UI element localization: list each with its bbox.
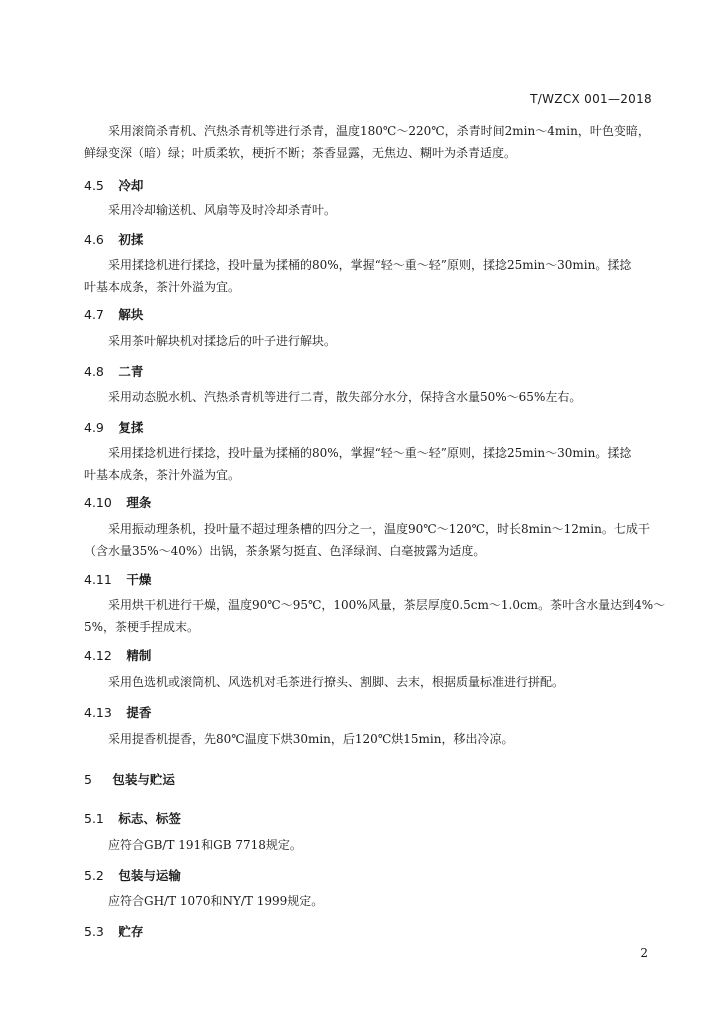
section-number: 4.12 bbox=[84, 648, 112, 663]
heading-4-5 bbox=[84, 176, 143, 194]
section-number: 4.8 bbox=[84, 364, 104, 379]
heading-4-7 bbox=[84, 305, 143, 323]
text-line: 采用动态脱水机、汽热杀青机等进行二青，散失部分水分，保持含水量50%～65%左右。 bbox=[108, 390, 582, 404]
heading-4-12 bbox=[84, 646, 151, 664]
heading-4-8 bbox=[84, 362, 143, 380]
paragraph-4-7 bbox=[84, 330, 660, 352]
section-title: 提香 bbox=[126, 705, 152, 720]
paragraph-5-1 bbox=[84, 834, 660, 856]
heading-4-9 bbox=[84, 418, 143, 436]
page-number: 2 bbox=[640, 946, 648, 960]
section-title: 包装与运输 bbox=[118, 868, 181, 883]
heading-5 bbox=[84, 770, 175, 788]
heading-4-10 bbox=[84, 493, 151, 511]
section-title: 冷却 bbox=[118, 178, 144, 193]
paragraph-4-5 bbox=[84, 199, 660, 221]
text-line: 采用提香机提香，先80℃温度下烘30min，后120℃烘15min，移出冷凉。 bbox=[108, 732, 514, 746]
paragraph-4-8 bbox=[84, 386, 660, 408]
text-line: 鲜绿变深（暗）绿；叶质柔软，梗折不断；茶香显露，无焦边、糊叶为杀青适度。 bbox=[84, 146, 517, 160]
text-line: 采用振动理条机，投叶量不超过理条槽的四分之一，温度90℃～120℃，时长8min～12min。七成干 bbox=[108, 522, 650, 536]
heading-4-6 bbox=[84, 230, 143, 248]
section-title: 复揉 bbox=[118, 420, 144, 435]
paragraph-4-10 bbox=[84, 518, 660, 562]
heading-4-13 bbox=[84, 703, 151, 721]
text-line: 5%，茶梗手捏成末。 bbox=[84, 620, 200, 634]
section-number: 4.13 bbox=[84, 705, 112, 720]
section-number: 5 bbox=[84, 772, 92, 787]
section-number: 4.5 bbox=[84, 178, 104, 193]
paragraph-4-6 bbox=[84, 254, 660, 298]
heading-5-2 bbox=[84, 866, 181, 884]
section-number: 4.11 bbox=[84, 572, 112, 587]
heading-5-3 bbox=[84, 922, 143, 940]
section-title: 解块 bbox=[118, 307, 144, 322]
paragraph-4-13 bbox=[84, 728, 660, 750]
paragraph-4-11 bbox=[84, 594, 666, 638]
text-line: 采用滚筒杀青机、汽热杀青机等进行杀青，温度180℃～220℃，杀青时间2min～4min，叶色变暗， bbox=[108, 124, 650, 138]
section-title: 初揉 bbox=[118, 232, 144, 247]
text-line: 采用揉捻机进行揉捻，投叶量为揉桶的80%，掌握“轻～重～轻”原则，揉捻25min～30min。揉捻 bbox=[108, 446, 632, 460]
section-title: 二青 bbox=[118, 364, 144, 379]
section-title: 包装与贮运 bbox=[112, 772, 175, 787]
text-line: 采用烘干机进行干燥，温度90℃～95℃，100%风量，茶层厚度0.5cm～1.0cm。茶叶含水量达到4%～ bbox=[108, 598, 666, 612]
text-line: 应符合GH/T 1070和NY/T 1999规定。 bbox=[108, 894, 324, 908]
section-number: 5.1 bbox=[84, 811, 104, 826]
section-title: 干燥 bbox=[126, 572, 152, 587]
paragraph-4-12 bbox=[84, 671, 660, 693]
section-number: 4.7 bbox=[84, 307, 104, 322]
section-title: 标志、标签 bbox=[118, 811, 181, 826]
paragraph-4-9 bbox=[84, 442, 660, 486]
paragraph-kill-green bbox=[84, 120, 660, 164]
text-line: 采用揉捻机进行揉捻，投叶量为揉桶的80%，掌握“轻～重～轻”原则，揉捻25min～30min。揉捻 bbox=[108, 258, 632, 272]
text-line: 叶基本成条，茶汁外溢为宜。 bbox=[84, 280, 241, 294]
heading-4-11 bbox=[84, 570, 151, 588]
section-title: 理条 bbox=[126, 495, 152, 510]
text-line: 采用色选机或滚筒机、风选机对毛茶进行撩头、割脚、去末，根据质量标准进行拼配。 bbox=[108, 675, 565, 689]
text-line: 采用冷却输送机、风扇等及时冷却杀青叶。 bbox=[108, 203, 337, 217]
section-title: 贮存 bbox=[118, 924, 144, 939]
text-line: 应符合GB/T 191和GB 7718规定。 bbox=[108, 838, 302, 852]
text-line: （含水量35%～40%）出锅，茶条紧匀挺直、色泽绿润、白毫披露为适度。 bbox=[84, 544, 486, 558]
section-number: 5.3 bbox=[84, 924, 104, 939]
heading-5-1 bbox=[84, 809, 181, 827]
section-title: 精制 bbox=[126, 648, 152, 663]
standard-code: T/WZCX 001—2018 bbox=[530, 92, 652, 106]
section-number: 5.2 bbox=[84, 868, 104, 883]
section-number: 4.9 bbox=[84, 420, 104, 435]
text-line: 采用茶叶解块机对揉捻后的叶子进行解块。 bbox=[108, 334, 337, 348]
section-number: 4.6 bbox=[84, 232, 104, 247]
text-line: 叶基本成条，茶汁外溢为宜。 bbox=[84, 468, 241, 482]
section-number: 4.10 bbox=[84, 495, 112, 510]
paragraph-5-2 bbox=[84, 890, 660, 912]
